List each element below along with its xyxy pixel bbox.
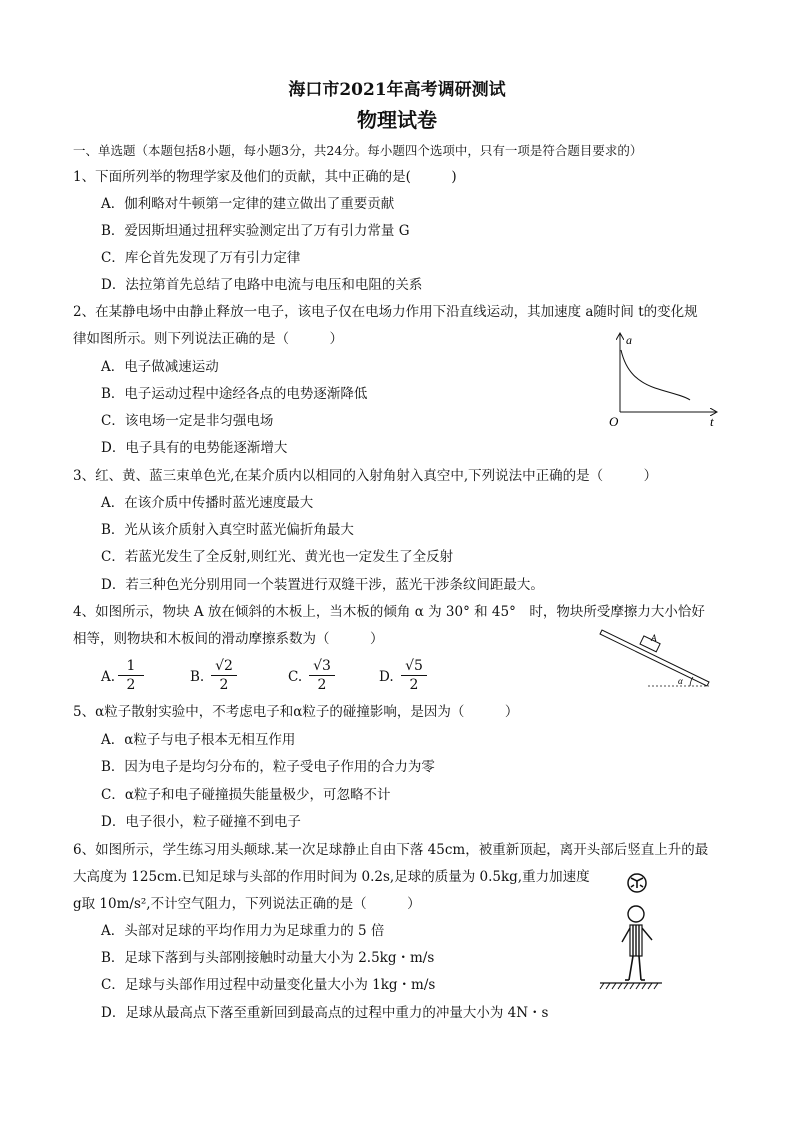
q4-option-b-den: 2 xyxy=(219,677,229,693)
q3-option-d: D．若三种色光分别用同一个装置进行双缝干涉，蓝光干涉条纹间距最大。 xyxy=(101,577,544,593)
q4-option-d-den: 2 xyxy=(409,677,419,693)
exam-subtitle: 物理试卷 xyxy=(357,108,437,132)
section-heading: 一、单选题（本题包括8小题，每小题3分，共24分。每小题四个选项中，只有一项是符合题目要求的） xyxy=(73,143,643,158)
q4-option-d-label: D. xyxy=(379,669,394,685)
q2-stem-line2: 律如图所示。则下列说法正确的是（ ） xyxy=(73,331,343,347)
q4-option-d-fraction xyxy=(401,657,427,694)
q6-ground-hatch xyxy=(600,983,658,989)
q5-stem: 5、α粒子散射实验中，不考虑电子和α粒子的碰撞影响，是因为（ ） xyxy=(73,704,519,720)
q4-block-label: A xyxy=(651,633,657,643)
q5-option-a: A．α粒子与电子根本无相互作用 xyxy=(101,732,296,748)
q4-option-a-label: A. xyxy=(101,669,116,685)
q2-at-graph xyxy=(600,330,725,430)
q4-option-c-fraction xyxy=(309,657,335,694)
q6-student-arm-left xyxy=(622,928,630,942)
q3-stem: 3、红、黄、蓝三束单色光,在某介质内以相同的入射角射入真空中,下列说法中正确的是（ ） xyxy=(73,468,658,484)
q6-option-a: A．头部对足球的平均作用力为足球重力的 5 倍 xyxy=(101,923,385,939)
q3-option-c: C．若蓝光发生了全反射,则红光、黄光也一定发生了全反射 xyxy=(101,549,454,565)
q2-option-d: D．电子具有的电势能逐渐增大 xyxy=(101,440,288,456)
q6-option-d: D．足球从最高点下落至重新回到最高点的过程中重力的冲量大小为 4N・s xyxy=(101,1005,549,1021)
q1-stem: 1、下面所列举的物理学家及他们的贡献，其中正确的是( ) xyxy=(73,169,457,185)
q6-stem-line3: g取 10m/s²,不计空气阻力，下列说法正确的是（ ） xyxy=(73,896,421,912)
q4-incline-figure xyxy=(598,628,713,692)
q6-option-b: B．足球下落到与头部刚接触时动量大小为 2.5kg・m/s xyxy=(101,950,435,966)
q2-option-a: A．电子做减速运动 xyxy=(101,359,219,375)
q4-stem-line1: 4、如图所示，物块 A 放在倾斜的木板上，当木板的倾角 α 为 30° 和 45° 时，物块所受摩擦力大小恰好 xyxy=(73,604,705,620)
q2-y-label: a xyxy=(626,333,632,347)
q2-option-c: C．该电场一定是非匀强电场 xyxy=(101,413,274,429)
q6-student-leg-right xyxy=(639,956,641,980)
q4-option-c-num: √3 xyxy=(309,657,335,676)
q6-student-arm-right xyxy=(642,928,652,940)
q2-origin-label: O xyxy=(609,414,619,429)
q4-option-b-num: √2 xyxy=(211,657,237,676)
q6-header-figure xyxy=(598,870,664,994)
q1-option-c: C．库仑首先发现了万有引力定律 xyxy=(101,250,301,266)
q4-option-a-num: 1 xyxy=(118,657,144,676)
q6-student-head xyxy=(628,906,644,922)
q3-option-a: A．在该介质中传播时蓝光速度最大 xyxy=(101,495,314,511)
q1-option-d: D．法拉第首先总结了电路中电流与电压和电阻的关系 xyxy=(101,277,423,293)
q4-option-c-den: 2 xyxy=(317,677,327,693)
q6-option-c: C．足球与头部作用过程中动量变化量大小为 1kg・m/s xyxy=(101,977,436,993)
q6-stem-line2: 大高度为 125cm.已知足球与头部的作用时间为 0.2s,足球的质量为 0.5kg,重力加速度 xyxy=(73,869,590,885)
q6-stem-line1: 6、如图所示，学生练习用头颠球.某一次足球静止自由下落 45cm，被重新顶起，离开头部后竖直上升的最 xyxy=(73,842,709,858)
q3-option-b: B．光从该介质射入真空时蓝光偏折角最大 xyxy=(101,522,354,538)
q1-option-b: B．爱因斯坦通过扭秤实验测定出了万有引力常量 G xyxy=(101,223,410,239)
q4-stem-line2: 相等，则物块和木板间的滑动摩擦系数为（ ） xyxy=(73,631,384,647)
q4-angle-label: α xyxy=(678,676,683,686)
q1-option-a: A．伽利略对牛顿第一定律的建立做出了重要贡献 xyxy=(101,196,395,212)
q4-option-b-fraction xyxy=(211,657,237,694)
q2-x-label: t xyxy=(710,414,714,429)
q4-option-b-label: B. xyxy=(190,669,205,685)
exam-title: 海口市2021年高考调研测试 xyxy=(288,80,506,100)
q2-option-b: B．电子运动过程中途经各点的电势逐渐降低 xyxy=(101,386,368,402)
q5-option-c: C．α粒子和电子碰撞损失能量极少，可忽略不计 xyxy=(101,787,391,803)
q5-option-d: D．电子很小，粒子碰撞不到电子 xyxy=(101,814,301,830)
q2-decay-curve xyxy=(621,350,690,400)
q5-option-b: B．因为电子是均匀分布的，粒子受电子作用的合力为零 xyxy=(101,759,435,775)
q6-student-leg-left xyxy=(629,956,633,980)
q4-option-a-den: 2 xyxy=(126,677,136,693)
q4-option-c-label: C. xyxy=(288,669,303,685)
q2-stem-line1: 2、在某静电场中由静止释放一电子，该电子仅在电场力作用下沿直线运动，其加速度 a随时间 t的变化规 xyxy=(73,304,698,320)
q4-option-d-num: √5 xyxy=(401,657,427,676)
q4-option-a-fraction xyxy=(118,657,144,694)
